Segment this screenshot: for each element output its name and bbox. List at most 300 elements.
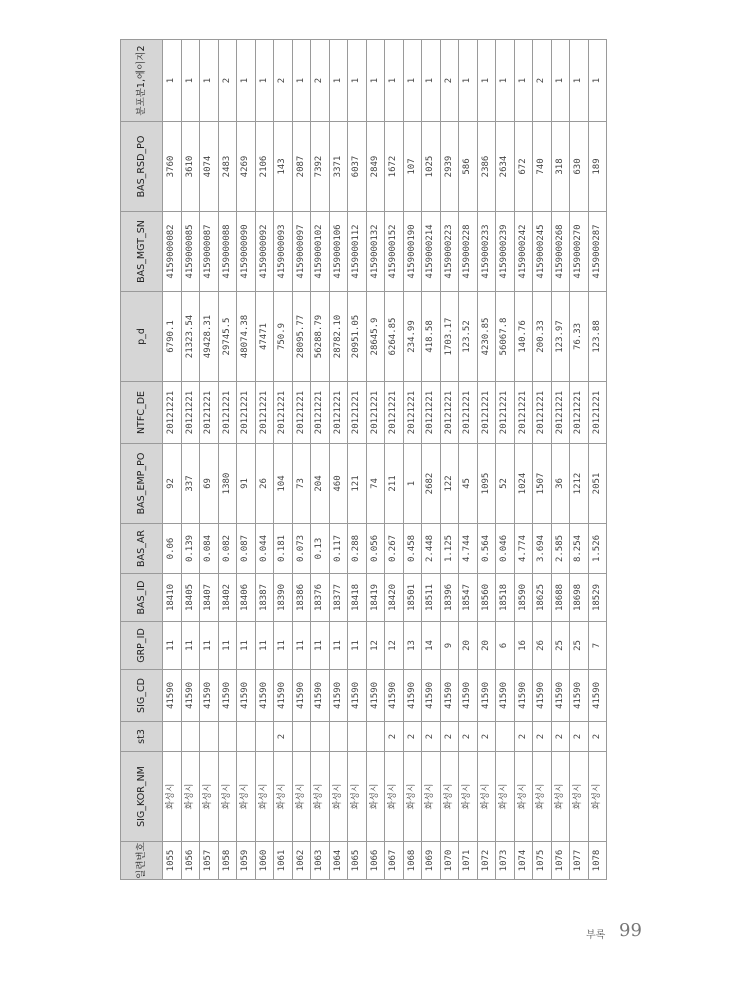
table-cell: 4269 [237,122,256,212]
table-cell: 123.88 [588,292,607,382]
table-cell: 4159000093 [274,212,293,292]
table-cell: 0.458 [403,524,422,574]
table-cell: 화성시 [366,752,385,842]
column-header: 일련번호 [121,842,163,880]
page-number: 99 [619,920,642,941]
table-cell: 20121221 [459,382,478,444]
table-cell: 3610 [181,122,200,212]
table-cell: 200.33 [533,292,552,382]
table-cell: 0.267 [385,524,404,574]
table-cell: 49428.31 [200,292,219,382]
table-cell: 18501 [403,574,422,622]
table-cell: 104 [274,444,293,524]
table-cell: 20121221 [533,382,552,444]
column-header: SIG_CD [121,670,163,722]
table-cell: 2.448 [422,524,441,574]
column-header: BAS_ID [121,574,163,622]
column-header: BAS_EMP_PO [121,444,163,524]
table-cell: 2 [422,722,441,752]
table-cell: 41590 [163,670,182,722]
table-cell [348,722,367,752]
table-cell: 2 [477,722,496,752]
table-cell: 2 [459,722,478,752]
table-cell: 18698 [570,574,589,622]
table-cell: 0.06 [163,524,182,574]
table-row [181,40,200,880]
column-header: SIG_KOR_NM [121,752,163,842]
table-cell: 화성시 [181,752,200,842]
table-cell: 2634 [496,122,515,212]
table-row [237,40,256,880]
table-cell: 1070 [440,842,459,880]
table-cell: 11 [274,622,293,670]
table-cell: 41590 [366,670,385,722]
table-cell: 2 [274,722,293,752]
table-cell: 418.58 [422,292,441,382]
table-cell: 0.082 [218,524,237,574]
table-cell: 2682 [422,444,441,524]
table-cell: 6 [496,622,515,670]
table-cell: 56067.8 [496,292,515,382]
table-cell: 6037 [348,122,367,212]
table-cell: 4159000088 [218,212,237,292]
table-cell: 3371 [329,122,348,212]
table-cell: 69 [200,444,219,524]
table-cell: 화성시 [292,752,311,842]
table-cell: 1 [570,40,589,122]
table-row [403,40,422,880]
table-cell: 4159000214 [422,212,441,292]
table-cell: 8.254 [570,524,589,574]
table-cell: 41590 [237,670,256,722]
table-cell: 1074 [514,842,533,880]
table-cell: 11 [181,622,200,670]
table-cell: 26 [533,622,552,670]
table-cell: 20121221 [551,382,570,444]
table-cell: 4159000190 [403,212,422,292]
footer-label: 부록 [586,930,606,941]
table-cell: 0.087 [237,524,256,574]
table-cell: 36 [551,444,570,524]
table-cell: 4159000087 [200,212,219,292]
table-cell: 14 [422,622,441,670]
table-cell: 7392 [311,122,330,212]
column-header: st3 [121,722,163,752]
table-cell: 1075 [533,842,552,880]
table-cell [163,722,182,752]
table-cell: 20121221 [181,382,200,444]
table-cell: 화성시 [422,752,441,842]
table-cell: 1 [514,40,533,122]
table-cell: 4159000228 [459,212,478,292]
table-cell: 74 [366,444,385,524]
table-cell: 18560 [477,574,496,622]
table-cell: 화성시 [551,752,570,842]
table-cell: 18405 [181,574,200,622]
table-cell: 1 [422,40,441,122]
table-cell: 18688 [551,574,570,622]
table-cell: 0.044 [255,524,274,574]
table-cell: 460 [329,444,348,524]
table-cell: 28645.9 [366,292,385,382]
table-row [292,40,311,880]
table-cell: 0.073 [292,524,311,574]
table-cell: 20121221 [255,382,274,444]
table-cell: 화성시 [403,752,422,842]
table-cell: 11 [163,622,182,670]
table-cell: 18420 [385,574,404,622]
table-cell: 123.97 [551,292,570,382]
table-cell: 20121221 [385,382,404,444]
table-row [440,40,459,880]
table-cell: 3.694 [533,524,552,574]
table-cell: 16 [514,622,533,670]
table-cell: 0.139 [181,524,200,574]
table-cell: 2051 [588,444,607,524]
table-cell: 123.52 [459,292,478,382]
table-cell: 1076 [551,842,570,880]
column-header: GRP_ID [121,622,163,670]
table-row [255,40,274,880]
table-cell: 20121221 [514,382,533,444]
table-row [218,40,237,880]
table-cell: 화성시 [570,752,589,842]
table-cell: 20121221 [274,382,293,444]
column-header: BAS_MGT_SN [121,212,163,292]
table-cell: 337 [181,444,200,524]
table-cell: 18407 [200,574,219,622]
table-cell: 화성시 [496,752,515,842]
table-cell: 1 [200,40,219,122]
table-header-row [121,40,163,880]
table-cell: 143 [274,122,293,212]
table-cell: 2106 [255,122,274,212]
table-cell: 18547 [459,574,478,622]
table-cell: 11 [348,622,367,670]
table-cell: 586 [459,122,478,212]
table-cell: 189 [588,122,607,212]
table-cell: 2 [533,722,552,752]
table-cell: 1 [477,40,496,122]
table-cell: 1071 [459,842,478,880]
table-cell: 18390 [274,574,293,622]
table-cell: 4159000223 [440,212,459,292]
table-cell: 630 [570,122,589,212]
column-header: NTFC_DE [121,382,163,444]
table-cell: 41590 [218,670,237,722]
table-cell [181,722,200,752]
table-cell: 1062 [292,842,311,880]
rotated-table-container [120,45,602,880]
table-cell: 76.33 [570,292,589,382]
table-cell: 41590 [533,670,552,722]
table-cell: 25 [570,622,589,670]
table-cell: 2483 [218,122,237,212]
table-cell: 41590 [496,670,515,722]
table-cell: 화성시 [274,752,293,842]
table-cell: 2 [551,722,570,752]
table-cell: 18419 [366,574,385,622]
table-cell: 1095 [477,444,496,524]
table-cell: 2 [440,722,459,752]
table-cell: 4.774 [514,524,533,574]
table-cell: 28095.77 [292,292,311,382]
table-row [274,40,293,880]
table-cell: 1 [181,40,200,122]
table-cell: 1057 [200,842,219,880]
table-cell: 1 [329,40,348,122]
table-cell: 화성시 [163,752,182,842]
table-cell: 2 [588,722,607,752]
table-cell: 2.585 [551,524,570,574]
table-cell: 4159000085 [181,212,200,292]
table-cell: 18377 [329,574,348,622]
table-cell: 41590 [200,670,219,722]
table-cell: 140.76 [514,292,533,382]
table-cell: 화성시 [477,752,496,842]
table-cell: 1 [496,40,515,122]
table-cell: 41590 [459,670,478,722]
table-row [422,40,441,880]
table-cell: 2386 [477,122,496,212]
table-cell: 0.13 [311,524,330,574]
table-cell [311,722,330,752]
table-cell: 2 [218,40,237,122]
table-cell: 4159000239 [496,212,515,292]
table-cell: 화성시 [514,752,533,842]
table-cell: 4159000106 [329,212,348,292]
table-cell: 1056 [181,842,200,880]
table-row [477,40,496,880]
table-cell: 1 [403,444,422,524]
table-cell: 1 [237,40,256,122]
table-cell: 1507 [533,444,552,524]
table-cell: 20121221 [422,382,441,444]
table-cell: 1064 [329,842,348,880]
table-cell: 41590 [311,670,330,722]
table-cell: 1 [551,40,570,122]
table-cell: 18387 [255,574,274,622]
table-row [385,40,404,880]
table-cell: 4159000090 [237,212,256,292]
table-cell: 화성시 [311,752,330,842]
column-header: p_d [121,292,163,382]
table-cell: 45 [459,444,478,524]
table-cell: 18406 [237,574,256,622]
table-cell: 41590 [570,670,589,722]
table-cell: 20951.05 [348,292,367,382]
table-cell: 1 [348,40,367,122]
table-cell: 1672 [385,122,404,212]
table-cell: 1067 [385,842,404,880]
table-cell: 4159000112 [348,212,367,292]
table-cell [255,722,274,752]
table-cell: 41590 [385,670,404,722]
table-cell: 28782.10 [329,292,348,382]
table-cell: 1058 [218,842,237,880]
table-cell: 6264.85 [385,292,404,382]
table-cell: 2939 [440,122,459,212]
table-cell: 318 [551,122,570,212]
table-cell: 20121221 [292,382,311,444]
table-cell: 0.056 [366,524,385,574]
table-cell: 92 [163,444,182,524]
table-cell: 1025 [422,122,441,212]
table-cell: 52 [496,444,515,524]
table-cell: 1 [588,40,607,122]
table-row [366,40,385,880]
table-cell: 20121221 [588,382,607,444]
table-cell: 1703.17 [440,292,459,382]
table-cell: 121 [348,444,367,524]
table-cell: 1078 [588,842,607,880]
table-cell: 41590 [551,670,570,722]
table-cell: 2087 [292,122,311,212]
table-cell: 750.9 [274,292,293,382]
table-cell: 11 [255,622,274,670]
table-cell: 4159000268 [551,212,570,292]
table-cell: 41590 [422,670,441,722]
column-header: BAS_RSD_PO [121,122,163,212]
table-cell: 11 [311,622,330,670]
table-row [533,40,552,880]
table-cell: 2 [533,40,552,122]
table-cell: 4159000152 [385,212,404,292]
table-row [459,40,478,880]
table-cell: 1212 [570,444,589,524]
table-cell: 122 [440,444,459,524]
table-cell: 4159000132 [366,212,385,292]
table-cell: 204 [311,444,330,524]
table-cell: 18418 [348,574,367,622]
table-cell: 2 [440,40,459,122]
table-cell: 4159000097 [292,212,311,292]
data-table [120,39,607,880]
table-row [163,40,182,880]
table-cell: 20121221 [348,382,367,444]
table-cell: 1077 [570,842,589,880]
table-row [570,40,589,880]
table-cell: 234.99 [403,292,422,382]
table-body [163,40,607,880]
table-cell: 화성시 [533,752,552,842]
table-cell: 4159000102 [311,212,330,292]
table-cell: 18402 [218,574,237,622]
table-cell: 20121221 [496,382,515,444]
table-cell: 211 [385,444,404,524]
table-cell: 4159000270 [570,212,589,292]
table-cell: 20121221 [237,382,256,444]
table-cell: 29745.5 [218,292,237,382]
table-cell: 2 [274,40,293,122]
table-cell: 12 [366,622,385,670]
table-cell: 1 [366,40,385,122]
table-cell [218,722,237,752]
table-row [348,40,367,880]
table-cell: 41590 [403,670,422,722]
table-cell: 41590 [514,670,533,722]
table-cell: 1059 [237,842,256,880]
table-cell: 21323.54 [181,292,200,382]
table-cell: 화성시 [459,752,478,842]
table-cell: 4.744 [459,524,478,574]
table-cell: 1060 [255,842,274,880]
table-cell: 1 [163,40,182,122]
table-cell: 20121221 [163,382,182,444]
table-cell: 41590 [255,670,274,722]
table-cell: 20121221 [311,382,330,444]
table-cell: 41590 [292,670,311,722]
table-cell: 11 [237,622,256,670]
table-cell: 1 [403,40,422,122]
table-cell: 4159000082 [163,212,182,292]
table-cell: 18590 [514,574,533,622]
column-header: 분포분1,에이지2 [121,40,163,122]
table-row [200,40,219,880]
table-cell: 672 [514,122,533,212]
table-cell: 11 [200,622,219,670]
table-cell: 화성시 [255,752,274,842]
table-cell: 20121221 [218,382,237,444]
table-cell: 2 [403,722,422,752]
table-cell: 48074.38 [237,292,256,382]
table-cell: 1 [292,40,311,122]
table-cell: 1 [459,40,478,122]
table-cell: 18625 [533,574,552,622]
table-cell [237,722,256,752]
table-cell: 41590 [181,670,200,722]
table-cell: 3760 [163,122,182,212]
table-cell: 20121221 [440,382,459,444]
table-cell: 7 [588,622,607,670]
table-cell: 20121221 [570,382,589,444]
table-cell: 47471 [255,292,274,382]
table-cell: 18511 [422,574,441,622]
table-cell: 1 [255,40,274,122]
table-row [496,40,515,880]
table-cell: 화성시 [348,752,367,842]
table-cell: 0.181 [274,524,293,574]
table-cell: 18529 [588,574,607,622]
table-cell: 41590 [329,670,348,722]
table-cell: 18410 [163,574,182,622]
table-cell: 화성시 [329,752,348,842]
table-cell: 91 [237,444,256,524]
table-cell: 13 [403,622,422,670]
table-cell: 2 [570,722,589,752]
table-cell: 1063 [311,842,330,880]
table-cell: 41590 [274,670,293,722]
table-cell: 11 [218,622,237,670]
table-cell: 1061 [274,842,293,880]
table-cell: 화성시 [218,752,237,842]
table-cell: 1.526 [588,524,607,574]
table-cell: 1072 [477,842,496,880]
table-cell [292,722,311,752]
table-cell: 1065 [348,842,367,880]
table-cell: 11 [292,622,311,670]
table-cell: 18386 [292,574,311,622]
table-cell: 18518 [496,574,515,622]
table-cell: 1.125 [440,524,459,574]
table-cell: 41590 [440,670,459,722]
table-cell: 0.084 [200,524,219,574]
table-cell: 107 [403,122,422,212]
table-cell: 1055 [163,842,182,880]
table-cell: 41590 [348,670,367,722]
table-cell: 0.564 [477,524,496,574]
table-cell [200,722,219,752]
